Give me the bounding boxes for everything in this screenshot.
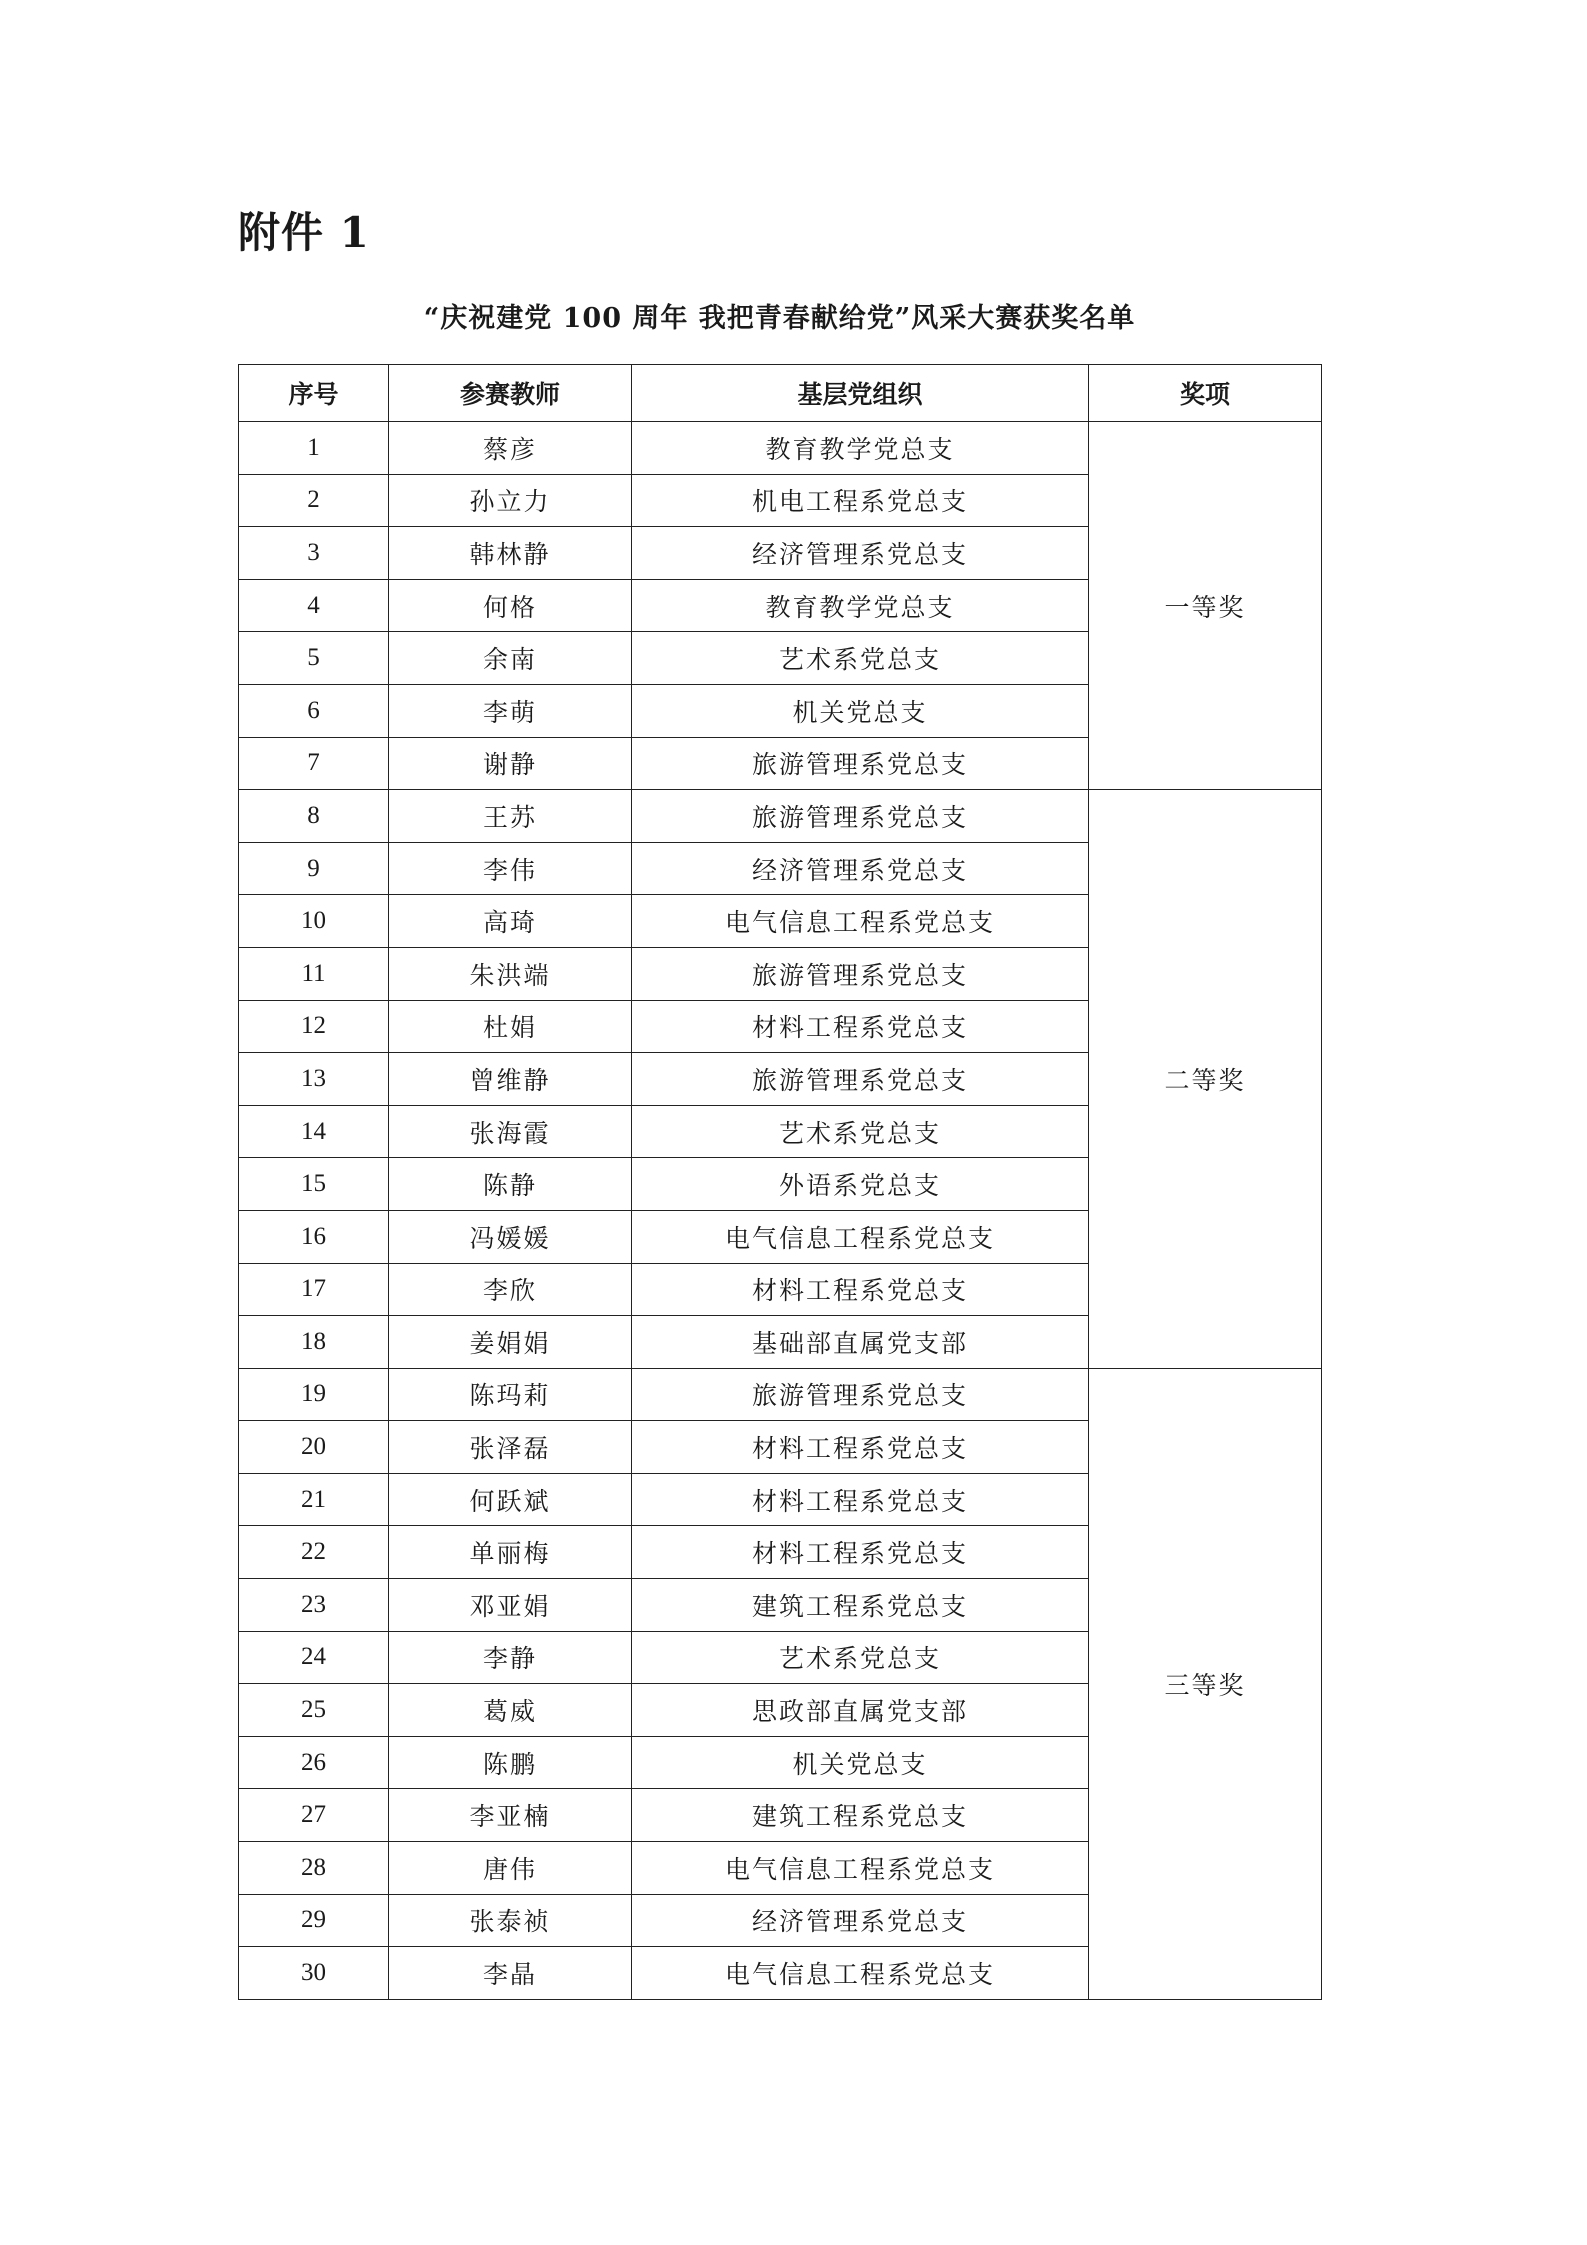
cell-teacher: 陈鹏	[389, 1736, 632, 1789]
cell-org: 基础部直属党支部	[632, 1316, 1089, 1369]
cell-teacher: 李萌	[389, 684, 632, 737]
cell-org: 旅游管理系党总支	[632, 947, 1089, 1000]
table-header	[239, 365, 1322, 422]
header-teacher: 参赛教师	[389, 365, 632, 422]
cell-org: 教育教学党总支	[632, 579, 1089, 632]
cell-org: 思政部直属党支部	[632, 1684, 1089, 1737]
cell-teacher: 谢静	[389, 737, 632, 790]
cell-no: 2	[239, 474, 389, 527]
cell-teacher: 邓亚娟	[389, 1579, 632, 1632]
cell-teacher: 姜娟娟	[389, 1316, 632, 1369]
cell-no: 6	[239, 684, 389, 737]
cell-award: 三等奖	[1089, 1368, 1322, 1999]
cell-org: 材料工程系党总支	[632, 1526, 1089, 1579]
table-body	[239, 422, 1322, 2000]
cell-org: 机电工程系党总支	[632, 474, 1089, 527]
cell-org: 旅游管理系党总支	[632, 1368, 1089, 1421]
award-list-table	[238, 364, 1322, 2000]
cell-no: 17	[239, 1263, 389, 1316]
table-row	[239, 1368, 1322, 1421]
cell-org: 经济管理系党总支	[632, 527, 1089, 580]
cell-teacher: 单丽梅	[389, 1526, 632, 1579]
cell-no: 23	[239, 1579, 389, 1632]
cell-teacher: 杜娟	[389, 1000, 632, 1053]
cell-org: 材料工程系党总支	[632, 1421, 1089, 1474]
cell-no: 28	[239, 1842, 389, 1895]
cell-org: 艺术系党总支	[632, 1105, 1089, 1158]
cell-org: 建筑工程系党总支	[632, 1579, 1089, 1632]
cell-no: 5	[239, 632, 389, 685]
cell-no: 14	[239, 1105, 389, 1158]
cell-no: 19	[239, 1368, 389, 1421]
cell-org: 外语系党总支	[632, 1158, 1089, 1211]
cell-teacher: 何跃斌	[389, 1473, 632, 1526]
cell-org: 艺术系党总支	[632, 1631, 1089, 1684]
cell-org: 旅游管理系党总支	[632, 790, 1089, 843]
cell-teacher: 韩林静	[389, 527, 632, 580]
cell-teacher: 蔡彦	[389, 422, 632, 475]
cell-no: 3	[239, 527, 389, 580]
cell-org: 电气信息工程系党总支	[632, 1947, 1089, 2000]
cell-teacher: 葛威	[389, 1684, 632, 1737]
cell-teacher: 冯媛媛	[389, 1210, 632, 1263]
cell-no: 30	[239, 1947, 389, 2000]
cell-teacher: 李欣	[389, 1263, 632, 1316]
cell-teacher: 李晶	[389, 1947, 632, 2000]
attachment-label: 附件 1	[238, 208, 370, 257]
cell-org: 电气信息工程系党总支	[632, 895, 1089, 948]
cell-org: 电气信息工程系党总支	[632, 1210, 1089, 1263]
cell-teacher: 高琦	[389, 895, 632, 948]
cell-org: 经济管理系党总支	[632, 842, 1089, 895]
table-row	[239, 790, 1322, 843]
cell-no: 22	[239, 1526, 389, 1579]
cell-no: 4	[239, 579, 389, 632]
cell-teacher: 余南	[389, 632, 632, 685]
cell-teacher: 李亚楠	[389, 1789, 632, 1842]
cell-org: 旅游管理系党总支	[632, 1053, 1089, 1106]
document-title: “庆祝建党 100 周年 我把青春献给党”风采大赛获奖名单	[423, 303, 1136, 334]
cell-teacher: 何格	[389, 579, 632, 632]
cell-teacher: 李静	[389, 1631, 632, 1684]
cell-no: 20	[239, 1421, 389, 1474]
cell-no: 27	[239, 1789, 389, 1842]
cell-no: 26	[239, 1736, 389, 1789]
cell-no: 15	[239, 1158, 389, 1211]
table-row	[239, 422, 1322, 475]
cell-teacher: 张泰祯	[389, 1894, 632, 1947]
cell-teacher: 陈玛莉	[389, 1368, 632, 1421]
cell-teacher: 陈静	[389, 1158, 632, 1211]
cell-no: 12	[239, 1000, 389, 1053]
cell-no: 25	[239, 1684, 389, 1737]
cell-no: 8	[239, 790, 389, 843]
cell-org: 艺术系党总支	[632, 632, 1089, 685]
cell-award: 二等奖	[1089, 790, 1322, 1369]
cell-no: 10	[239, 895, 389, 948]
header-no: 序号	[239, 365, 389, 422]
cell-no: 7	[239, 737, 389, 790]
cell-no: 9	[239, 842, 389, 895]
header-award: 奖项	[1089, 365, 1322, 422]
cell-org: 机关党总支	[632, 1736, 1089, 1789]
cell-teacher: 朱洪端	[389, 947, 632, 1000]
cell-no: 21	[239, 1473, 389, 1526]
cell-no: 13	[239, 1053, 389, 1106]
cell-teacher: 张海霞	[389, 1105, 632, 1158]
cell-org: 经济管理系党总支	[632, 1894, 1089, 1947]
cell-teacher: 王苏	[389, 790, 632, 843]
cell-org: 旅游管理系党总支	[632, 737, 1089, 790]
cell-award: 一等奖	[1089, 422, 1322, 790]
header-org: 基层党组织	[632, 365, 1089, 422]
cell-teacher: 曾维静	[389, 1053, 632, 1106]
cell-no: 1	[239, 422, 389, 475]
cell-no: 18	[239, 1316, 389, 1369]
cell-no: 29	[239, 1894, 389, 1947]
cell-org: 教育教学党总支	[632, 422, 1089, 475]
cell-org: 材料工程系党总支	[632, 1473, 1089, 1526]
cell-teacher: 孙立力	[389, 474, 632, 527]
cell-org: 机关党总支	[632, 684, 1089, 737]
cell-no: 16	[239, 1210, 389, 1263]
table-header-row	[239, 365, 1322, 422]
cell-org: 电气信息工程系党总支	[632, 1842, 1089, 1895]
cell-no: 11	[239, 947, 389, 1000]
cell-org: 材料工程系党总支	[632, 1263, 1089, 1316]
cell-no: 24	[239, 1631, 389, 1684]
cell-teacher: 李伟	[389, 842, 632, 895]
cell-org: 建筑工程系党总支	[632, 1789, 1089, 1842]
cell-org: 材料工程系党总支	[632, 1000, 1089, 1053]
cell-teacher: 唐伟	[389, 1842, 632, 1895]
cell-teacher: 张泽磊	[389, 1421, 632, 1474]
